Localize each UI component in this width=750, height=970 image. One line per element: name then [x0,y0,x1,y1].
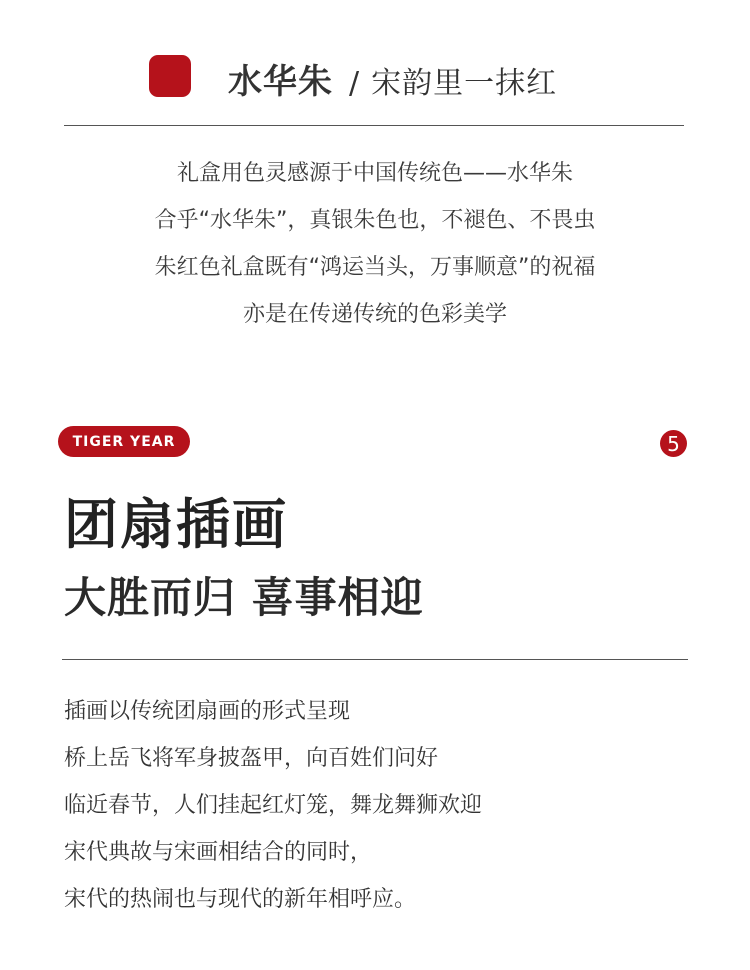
section-subtitle: 大胜而归 喜事相迎 [64,573,424,622]
description-line: 桥上岳飞将军身披盔甲，向百姓们问好 [64,746,439,771]
color-swatch [149,55,191,97]
intro-line: 合乎“水华朱”，真银朱色也，不褪色、不畏虫 [154,208,596,233]
description-line: 临近春节，人们挂起红灯笼，舞龙舞狮欢迎 [64,793,483,818]
title-separator: / [349,66,360,101]
section-title: 团扇插画 [64,493,288,556]
color-name: 水华朱 [228,62,333,102]
description-line: 宋代典故与宋画相结合的同时， [64,840,373,865]
intro-line: 朱红色礼盒既有“鸿运当头，万事顺意”的祝福 [154,255,596,280]
section-number-badge: 5 [660,430,687,457]
description-line: 插画以传统团扇画的形式呈现 [64,699,351,724]
section-description [64,688,704,923]
divider-top [64,125,684,126]
intro-paragraph [0,150,750,338]
color-subtitle: 宋韵里一抹红 [371,66,558,101]
intro-line: 亦是在传递传统的色彩美学 [242,302,507,327]
section-tag-badge: TIGER YEAR [58,426,190,457]
divider-section [62,659,688,660]
description-line: 宋代的热闹也与现代的新年相呼应。 [64,887,417,912]
color-heading [228,54,557,100]
intro-line: 礼盒用色灵感源于中国传统色——水华朱 [176,161,573,186]
